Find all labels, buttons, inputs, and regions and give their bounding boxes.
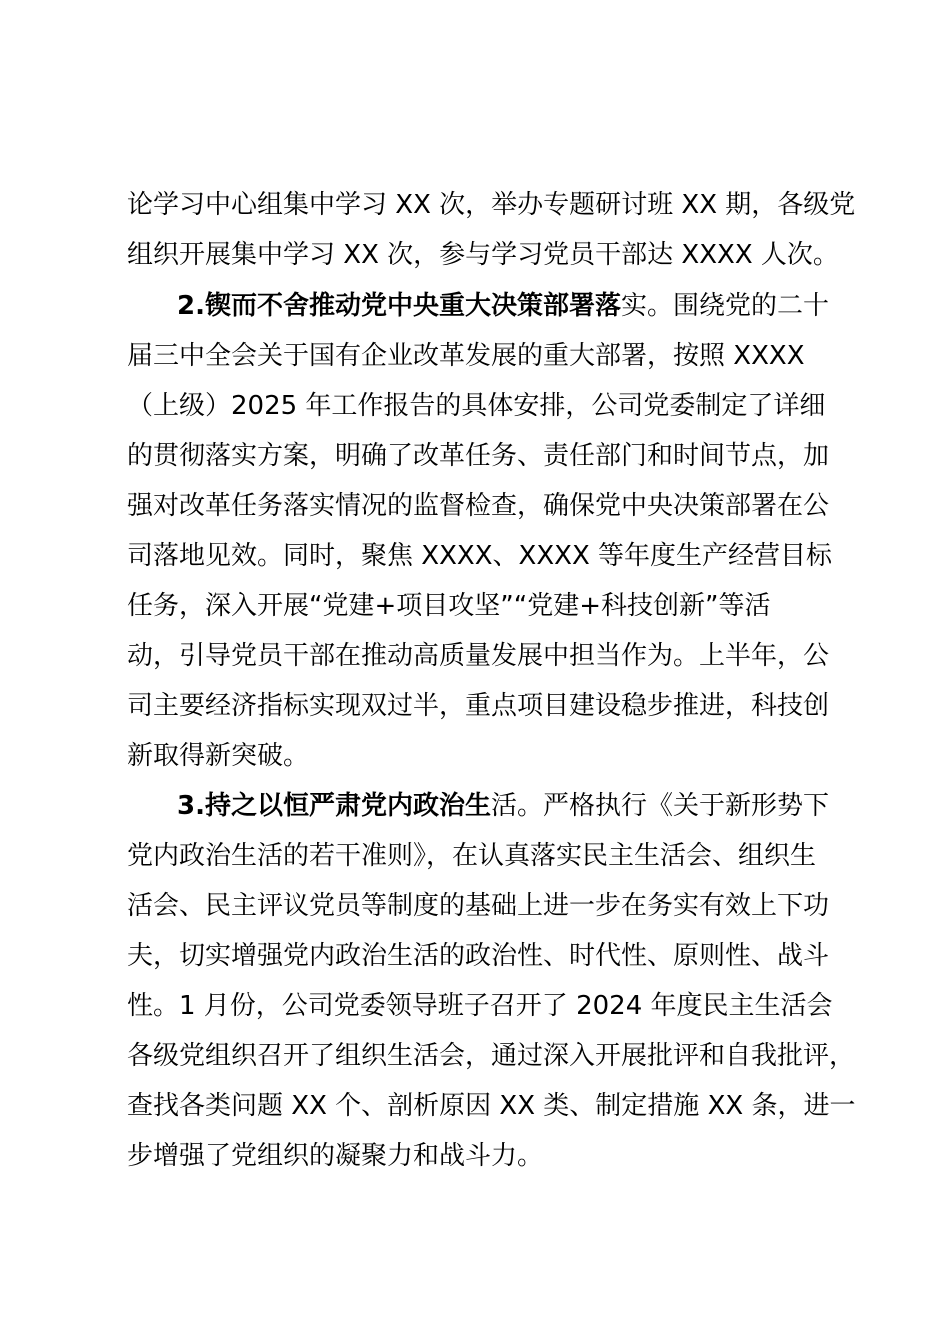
- paragraph-1-line-2: 组织开展集中学习 XX 次，参与学习党员干部达 XXXX 人次。: [127, 240, 839, 270]
- paragraph-3-first-line-rest: 活。严格执行《关于新形势下: [490, 791, 829, 821]
- paragraph-3-line: 查找各类问题 XX 个、剖析原因 XX 类、制定措施 XX 条，进一: [127, 1091, 856, 1121]
- paragraph-3-line: 夫，切实增强党内政治生活的政治性、时代性、原则性、战斗: [127, 941, 830, 971]
- paragraph-2-first-line: [177, 288, 897, 324]
- paragraph-1-line-1: 论学习中心组集中学习 XX 次，举办专题研讨班 XX 期，各级党: [127, 190, 856, 220]
- paragraph-3-line: 党内政治生活的若干准则》，在认真落实民主生活会、组织生: [127, 841, 817, 871]
- paragraph-2-line: 动，引导党员干部在推动高质量发展中担当作为。上半年，公: [127, 641, 830, 671]
- paragraph-2-line: 的贯彻落实方案，明确了改革任务、责任部门和时间节点，加: [127, 441, 830, 471]
- paragraph-3-heading: 3.持之以恒严肃党内政治生: [177, 791, 491, 821]
- paragraph-3-line: 性。1 月份，公司党委领导班子召开了 2024 年度民主生活会: [127, 991, 833, 1021]
- paragraph-2-first-line-rest: 实。围绕党的二十: [620, 291, 829, 321]
- paragraph-2-heading: 2.锲而不舍推动党中央重大决策部署落: [177, 291, 621, 321]
- paragraph-2-line: 司主要经济指标实现双过半，重点项目建设稳步推进，科技创: [127, 691, 830, 721]
- paragraph-3-line: 步增强了党组织的凝聚力和战斗力。: [127, 1141, 544, 1171]
- paragraph-2-line: （上级）2025 年工作报告的具体安排，公司党委制定了详细: [127, 391, 826, 421]
- paragraph-3-first-line: [177, 788, 897, 824]
- paragraph-2-line: 届三中全会关于国有企业改革发展的重大部署，按照 XXXX: [127, 341, 805, 371]
- paragraph-2-line: 任务，深入开展“党建+项目攻坚”“党建+科技创新”等活: [127, 591, 771, 621]
- paragraph-2-line: 强对改革任务落实情况的监督检查，确保党中央决策部署在公: [127, 491, 830, 521]
- paragraph-3-line: 各级党组织召开了组织生活会，通过深入开展批评和自我批评，: [127, 1041, 856, 1071]
- paragraph-3-line: 活会、民主评议党员等制度的基础上进一步在务实有效上下功: [127, 891, 830, 921]
- paragraph-2-line: 新取得新突破。: [127, 741, 310, 771]
- paragraph-2-line: 司落地见效。同时，聚焦 XXXX、XXXX 等年度生产经营目标: [127, 541, 833, 571]
